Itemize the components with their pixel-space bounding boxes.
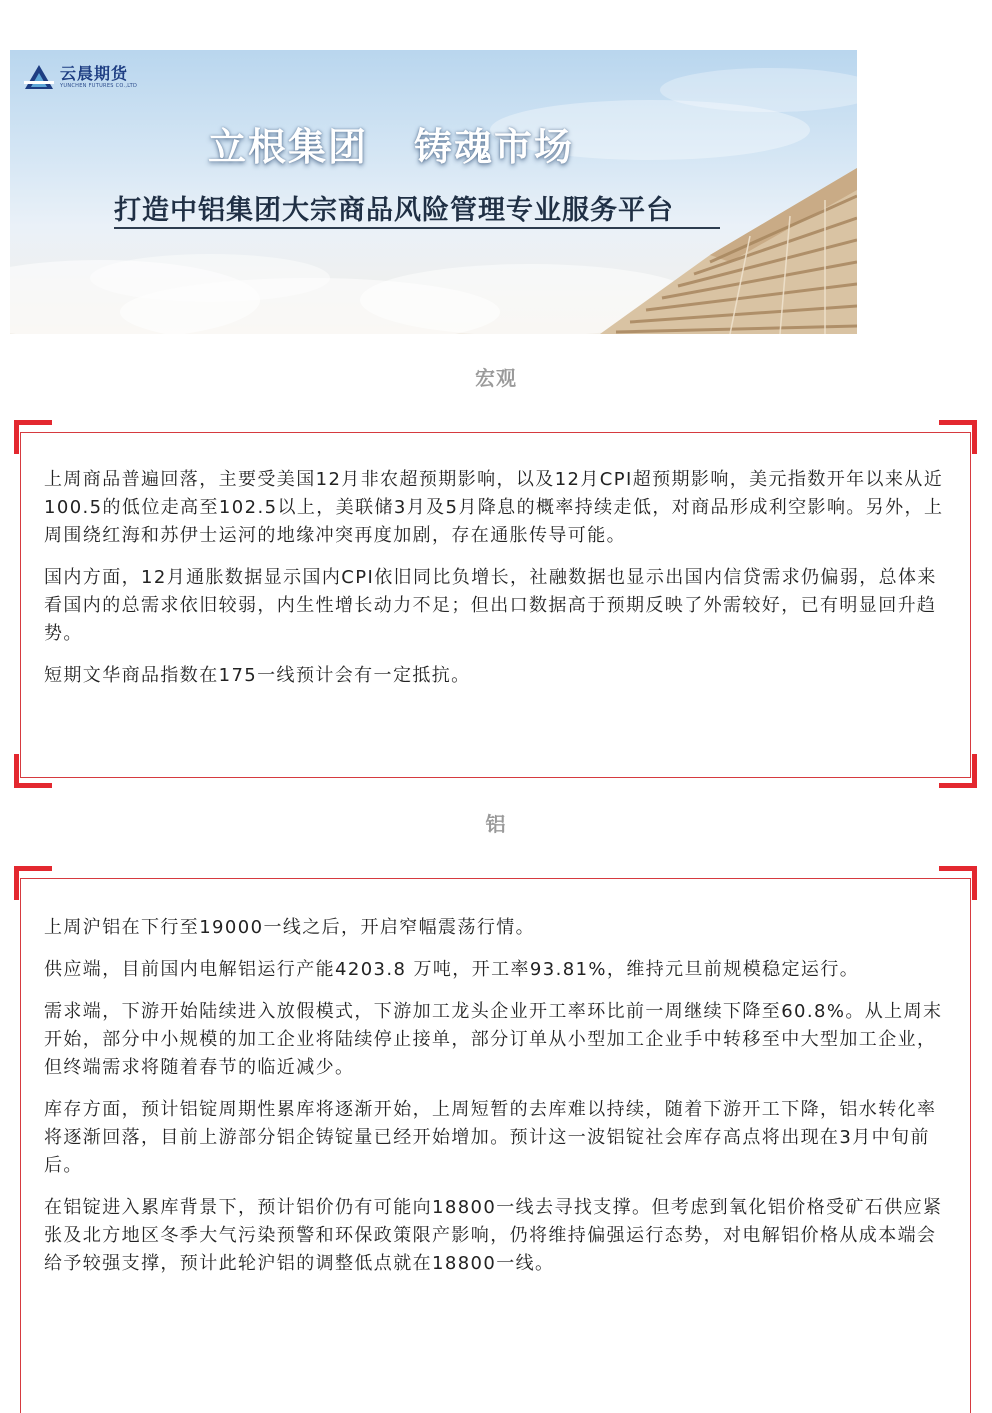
paragraph: 库存方面，预计铝锭周期性累库将逐渐开始，上周短暂的去库难以持续，随着下游开工下降，铝水转化率将逐渐回落，目前上游部分铝企铸锭量已经开始增加。预计这一波铝锭社会库存高点将出现在3月中旬前后。 [44,1099,937,1176]
paragraph: 需求端，下游开始陆续进入放假模式，下游加工龙头企业开工率环比前一周继续下降至60.8%。从上周末开始，部分中小规模的加工企业将陆续停止接单，部分订单从小型加工企业手中转移至中大型加工企业，但终端需求将随着春节的临近减少。 [44,1001,943,1078]
corner-top-left [14,866,52,871]
paragraph: 短期文华商品指数在175一线预计会有一定抵抗。 [44,665,471,686]
header-banner [10,50,857,334]
paragraph: 上周沪铝在下行至19000一线之后，开启窄幅震荡行情。 [44,917,536,938]
corner-top-left [14,420,52,425]
paragraph: 供应端，目前国内电解铝运行产能4203.8 万吨，开工率93.81%，维持元旦前规模稳定运行。 [44,959,860,980]
slogan-right: 铸魂市场 [414,125,575,169]
paragraph: 在铝锭进入累库背景下，预计铝价仍有可能向18800一线去寻找支撑。但考虑到氧化铝价格受矿石供应紧张及北方地区冬季大气污染预警和环保政策限产影响，仍将维持偏强运行态势，对电解铝价格从成本端会给予较强支撑，预计此轮沪铝的调整低点就在18800一线。 [44,1197,943,1274]
logo-mountain-icon [24,64,54,90]
corner-bottom-right-vertical [972,754,977,788]
banner-tagline: 打造中铝集团大宗商品风险管理专业服务平台 [114,195,674,226]
section-box-aluminum [14,866,977,1403]
banner-slogan [208,116,574,171]
section-title-aluminum: 铝 [485,812,507,836]
tagline-underline [114,227,720,229]
paragraph: 上周商品普遍回落，主要受美国12月非农超预期影响，以及12月CPI超预期影响，美元指数开年以来从近100.5的低位走高至102.5以上，美联储3月及5月降息的概率持续走低，对商品形成利空影响。另外，上周围绕红海和苏伊士运河的地缘冲突再度加剧，存在通胀传导可能。 [44,469,944,546]
logo-name: 云晨期货 [60,63,129,83]
section-content-macro [44,466,945,704]
corner-top-left-vertical [14,420,19,454]
logo-subtitle: YUNCHEN FUTURES CO.,LTD [60,82,138,89]
corner-top-right-vertical [972,866,977,900]
section-content-aluminum [44,914,945,1292]
slogan-left: 立根集团 [208,125,369,169]
paragraph: 国内方面，12月通胀数据显示国内CPI依旧同比负增长，社融数据也显示出国内信贷需求仍偏弱，总体来看国内的总需求依旧较弱，内生性增长动力不足；但出口数据高于预期反映了外需较好，已有明显回升趋势。 [44,567,937,644]
corner-bottom-left-vertical [14,754,19,788]
section-title-macro: 宏观 [475,366,517,390]
company-logo [24,64,137,90]
corner-bottom-left [14,783,52,788]
corner-top-right-vertical [972,420,977,454]
corner-top-left-vertical [14,866,19,900]
section-box-macro [14,420,977,788]
